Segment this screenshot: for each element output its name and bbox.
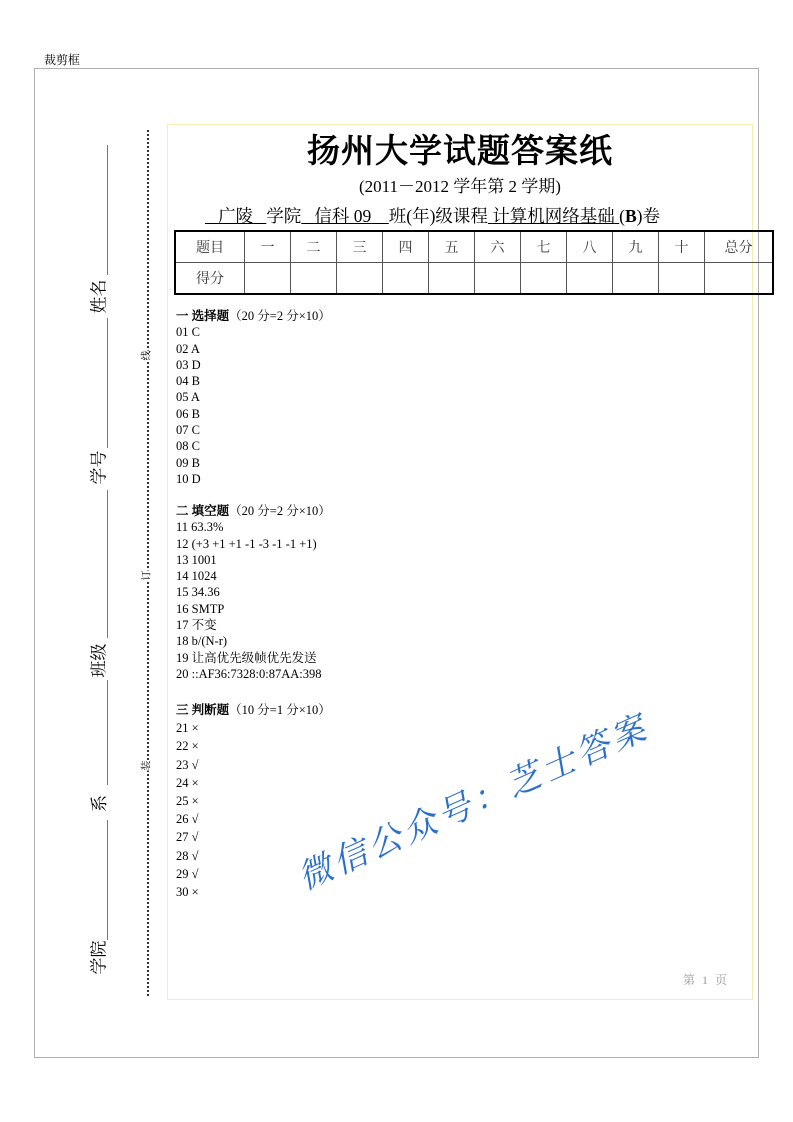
header-cell: 十 xyxy=(659,231,705,263)
section-note: （20 分=2 分×10） xyxy=(229,504,331,518)
answer-item: 19 让高优先级帧优先发送 xyxy=(176,650,317,665)
header-cell: 八 xyxy=(567,231,613,263)
answer-item: 22 × xyxy=(176,739,199,754)
section-note: （20 分=2 分×10） xyxy=(229,309,331,323)
score-cell xyxy=(291,263,337,295)
side-field-department: 系 xyxy=(90,795,109,812)
page-subtitle: (2011－2012 学年第 2 学期) xyxy=(359,177,561,196)
score-cell xyxy=(383,263,429,295)
header-cell: 五 xyxy=(429,231,475,263)
page-number: 第 1 页 xyxy=(683,973,730,987)
answer-item: 30 × xyxy=(176,885,199,900)
answer-item: 24 × xyxy=(176,775,199,790)
header-cell: 三 xyxy=(337,231,383,263)
answer-item: 17 不变 xyxy=(176,618,217,633)
class-label: 班(年)级课程 xyxy=(388,206,488,226)
header-cell: 七 xyxy=(521,231,567,263)
score-cell xyxy=(475,263,521,295)
score-cell xyxy=(429,263,475,295)
paper-label: )卷 xyxy=(636,206,660,226)
answer-item: 01 C xyxy=(176,325,200,340)
answer-item: 25 × xyxy=(176,794,199,809)
answer-item: 20 ::AF36:7328:0:87AA:398 xyxy=(176,666,322,681)
class-value: 信科 09 xyxy=(314,206,372,226)
answer-item: 03 D xyxy=(176,357,201,372)
binding-mark-bind: 装 xyxy=(138,761,153,771)
header-cell: 一 xyxy=(245,231,291,263)
binding-dashed-line xyxy=(147,130,149,996)
answer-item: 21 × xyxy=(176,721,199,736)
score-table xyxy=(174,230,774,295)
answer-item: 26 √ xyxy=(176,812,199,827)
paper-prefix: ( xyxy=(619,206,625,226)
answer-item: 18 b/(N-r) xyxy=(176,634,228,649)
section-title: 二 填空题 xyxy=(176,504,230,518)
answer-item: 14 1024 xyxy=(176,569,217,584)
college-underline xyxy=(107,820,108,940)
paper-value: B xyxy=(624,206,637,226)
score-cell xyxy=(659,263,705,295)
score-cell xyxy=(567,263,613,295)
department-underline xyxy=(107,680,108,785)
answer-item: 09 B xyxy=(176,455,200,470)
score-cell xyxy=(521,263,567,295)
section-note: （10 分=1 分×10） xyxy=(229,703,331,717)
answer-item: 08 C xyxy=(176,439,200,454)
watermark: 微信公众号：芝士答案 xyxy=(291,707,656,899)
answer-item: 13 1001 xyxy=(176,552,217,567)
answer-item: 15 34.36 xyxy=(176,585,220,600)
side-field-name: 姓名 xyxy=(89,279,109,314)
header-cell: 四 xyxy=(383,231,429,263)
header-cell: 题目 xyxy=(175,231,245,263)
side-field-student-id: 学号 xyxy=(89,450,109,485)
score-cell xyxy=(705,263,774,295)
name-underline xyxy=(107,145,108,275)
answer-item: 10 D xyxy=(176,471,201,486)
college-value: 广陵 xyxy=(218,206,254,226)
score-row xyxy=(175,263,773,295)
score-cell xyxy=(613,263,659,295)
side-field-college: 学院 xyxy=(89,940,109,975)
side-field-class: 班级 xyxy=(89,643,109,678)
header-cell: 六 xyxy=(475,231,521,263)
section-title: 三 判断题 xyxy=(176,703,230,717)
binding-mark-line: 线 xyxy=(138,351,153,361)
answer-item: 02 A xyxy=(176,341,200,356)
section-heading xyxy=(176,503,331,519)
section-fill-in xyxy=(176,503,331,682)
answer-item: 28 √ xyxy=(176,848,199,863)
section-heading xyxy=(176,308,331,324)
score-cell xyxy=(245,263,291,295)
course-line xyxy=(205,206,660,227)
score-table-header xyxy=(175,231,773,263)
college-label: 学院 xyxy=(266,206,302,226)
section-heading xyxy=(176,701,331,719)
student-id-underline xyxy=(107,318,108,448)
answer-item: 12 (+3 +1 +1 -1 -3 -1 -1 +1) xyxy=(176,536,317,551)
score-cell xyxy=(337,263,383,295)
answer-item: 05 A xyxy=(176,390,200,405)
section-multiple-choice xyxy=(176,308,331,487)
score-row-label: 得分 xyxy=(175,263,245,295)
answer-item: 06 B xyxy=(176,406,200,421)
answer-item: 07 C xyxy=(176,423,200,438)
answer-item: 23 √ xyxy=(176,757,199,772)
course-value: 计算机网络基础 xyxy=(492,206,615,226)
section-title: 一 选择题 xyxy=(176,309,230,323)
class-underline xyxy=(107,490,108,638)
header-cell: 二 xyxy=(291,231,337,263)
header-cell: 总分 xyxy=(705,231,774,263)
crop-frame-label: 裁剪框 xyxy=(44,53,81,67)
answer-item: 29 √ xyxy=(176,866,199,881)
page-title: 扬州大学试题答案纸 xyxy=(307,131,613,170)
answer-item: 27 √ xyxy=(176,830,199,845)
binding-mark-staple: 订 xyxy=(138,571,153,581)
answer-item: 16 SMTP xyxy=(176,601,225,616)
answer-item: 04 B xyxy=(176,374,200,389)
header-cell: 九 xyxy=(613,231,659,263)
answer-item: 11 63.3% xyxy=(176,520,224,535)
